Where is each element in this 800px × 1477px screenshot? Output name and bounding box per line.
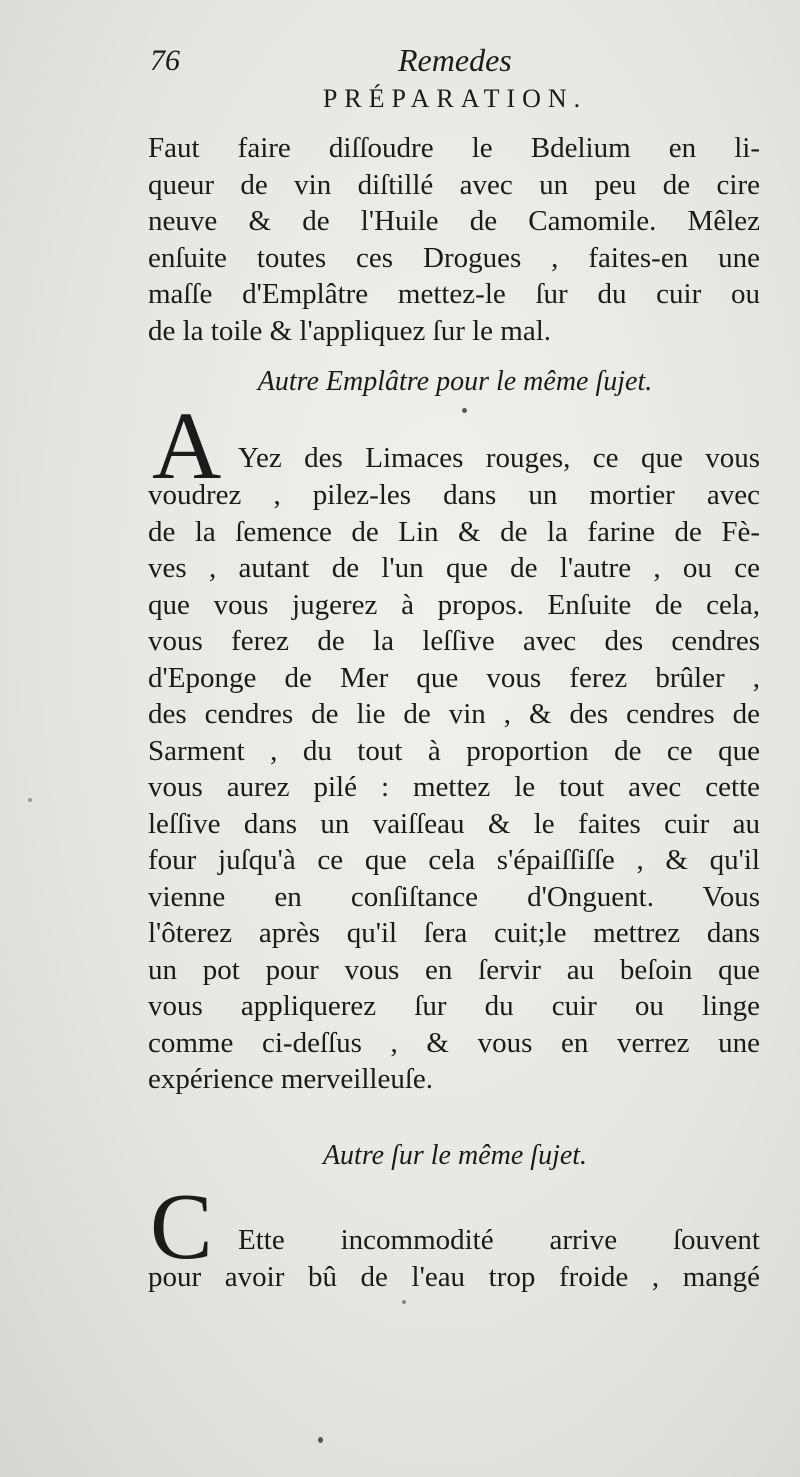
paragraph-2-indented [238,440,760,477]
text-line: neuve & de l'Huile de Camomile. Mêlez [148,205,760,237]
text-line: Ette incommodité arrive ſouvent [238,1224,760,1256]
drop-cap-a: A [152,392,222,499]
text-line: leſſive dans un vaiſſeau & le faites cuir au [148,807,760,840]
text-line: expérience merveilleuſe. [148,1063,434,1095]
text-line: d'Eponge de Mer que vous ferez brûler , [148,661,760,694]
text-line: Sarment , du tout à proportion de ce que [148,734,760,767]
subheading-1: Autre Emplâtre pour le même ſujet. [257,366,653,397]
paper-speck [318,1437,323,1443]
text-line: ves , autant de l'un que de l'autre , ou ce [148,552,760,584]
text-line: voudrez , pilez-les dans un mortier avec [148,479,760,511]
text-line: queur de vin diſtillé avec un peu de cire [148,168,760,201]
text-line: des cendres de lie de vin , & des cendres de [148,698,760,730]
text-line: maſſe d'Emplâtre mettez-le ſur du cuir ou [148,278,760,310]
text-line: vous aurez pilé : mettez le tout avec cette [148,771,760,803]
text-line: de la toile & l'appliquez ſur le mal. [148,314,552,347]
text-line: Yez des Limaces rouges, ce que vous [238,442,760,474]
text-line: un pot pour vous en ſervir au beſoin que [148,953,760,986]
text-line: vous appliquerez ſur du cuir ou linge [148,990,760,1022]
page-number: 76 [150,44,180,77]
section-heading: PRÉPARATION. [322,84,588,113]
text-line: de la ſemence de Lin & de la farine de Fè- [148,515,760,548]
paragraph-3 [148,1259,760,1296]
text-line: que vous jugerez à propos. Enſuite de cela, [148,588,760,621]
paper-speck [402,1300,406,1304]
text-line: l'ôterez après qu'il ſera cuit;le mettrez dans [148,917,760,949]
paper-speck [462,408,467,413]
paragraph-1 [148,130,760,349]
text-line: pour avoir bû de l'eau trop froide , mangé [148,1261,760,1293]
text-line: vienne en conſiſtance d'Onguent. Vous [148,880,760,913]
text-line: four juſqu'à ce que cela s'épaiſſiſſe , & qu'il [148,844,760,876]
paragraph-3-indented [238,1222,760,1259]
subheading-2: Autre ſur le même ſujet. [322,1140,588,1171]
running-title: Remedes [398,42,512,78]
page-header [150,38,750,88]
drop-cap-c: C [150,1175,213,1279]
text-line: Faut faire diſſoudre le Bdelium en li- [148,132,760,164]
paragraph-2 [148,477,760,1098]
paper-speck [28,798,32,802]
text-line: enſuite toutes ces Drogues , faites-en une [148,241,760,274]
text-line: vous ferez de la leſſive avec des cendres [148,625,760,657]
text-line: comme ci-deſſus , & vous en verrez une [148,1026,760,1059]
